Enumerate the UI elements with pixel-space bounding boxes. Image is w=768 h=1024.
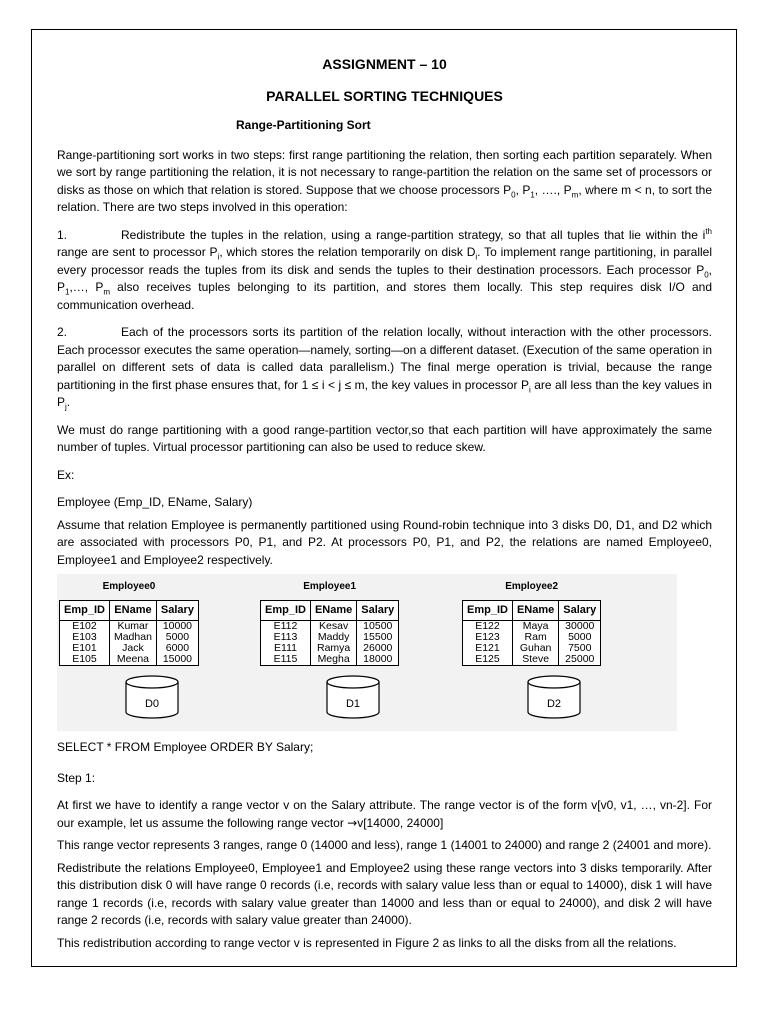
disk-label: D0	[144, 698, 160, 710]
step-label: Step 1:	[57, 770, 96, 785]
table-row: E113 Maddy 15500	[261, 632, 399, 643]
disk-label: D2	[546, 698, 562, 710]
topic-title: PARALLEL SORTING TECHNIQUES	[266, 87, 503, 104]
document-body	[57, 52, 712, 957]
column-header: Emp_ID	[261, 600, 311, 621]
step-one-paragraph: 1. Redistribute the tuples in the relation, using a range-partition strategy, so that all tuples that lie within the $i^{th}$ range are sent to processor $P_i$, which stores the relation temporarily on disk $D_i$. To implement range partitioning, in parallel every processor reads the tuples from its disk and sends the tuples to their destination processors. Each processor $P_0$, $P_1,\dots$, $P_m$ also receives tuples belonging to its partition, and stores them locally. This step requires disk I/O and communication overhead.	[57, 226, 712, 312]
employee-schema: Employee (Emp_ID, EName, Salary)	[57, 495, 253, 509]
section-heading: Range-Partitioning Sort	[236, 118, 371, 132]
employee1-block	[260, 578, 399, 666]
employee1-table	[260, 600, 399, 667]
table-row: E111 Ramya 26000	[261, 643, 399, 654]
figure-reference-paragraph: This redistribution according to range vector v is represented in Figure 2 as links to all the disks from all the relations.	[57, 935, 677, 950]
column-header: EName	[109, 600, 156, 621]
column-header: Salary	[357, 600, 399, 621]
column-header: Salary	[156, 600, 198, 621]
table-row: E125 Steve 25000	[463, 654, 601, 666]
employee2-block	[462, 578, 601, 666]
intro-paragraph: Range-partitioning sort works in two steps: first range partitioning the relation, then sorting each partition separately. When we sort by range partitioning the relation, it is not necessary to range-partition the relation on the same set of processors or disks as those on which that relation is stored. Suppose that we choose processors $P_0$, $P_1$, …., $P_m$, where m < n, to sort the relation. There are two steps involved in this operation:	[57, 147, 712, 214]
assumption-paragraph: Assume that relation Employee is permanently partitioned using Round-robin technique into 3 disks D0, D1, and D2 which are associated with processors P0, P1, and P2. At processors P0, P1, and P2, the relations are named Employee0, Employee1 and Employee2 respectively.	[57, 517, 712, 567]
arrow-icon: →	[347, 815, 358, 830]
table-row: E121 Guhan 7500	[463, 643, 601, 654]
column-header: Salary	[559, 600, 601, 621]
employee1-title: Employee1	[303, 581, 357, 592]
column-header: Emp_ID	[463, 600, 513, 621]
redistribution-paragraph: Redistribute the relations Employee0, Employee1 and Employee2 using these range vectors into 3 disks temporarily. After this distribution disk 0 will have range 0 records (i.e, records with salary value less than or equal to 14000), disk 1 will have range 1 records (i.e, records with salary value greater than 14000 and less than or equal to 24000), and disk 2 will have range 2 records (i.e, records with salary value greater than 24000).	[57, 860, 712, 927]
partition-figure	[57, 574, 677, 731]
employee0-title: Employee0	[102, 581, 156, 592]
table-row: E103 Madhan 5000	[60, 632, 199, 643]
table-row: E101 Jack 6000	[60, 643, 199, 654]
assignment-title: ASSIGNMENT – 10	[322, 56, 447, 72]
range-vector-definition: At first we have to identify a range vector v on the Salary attribute. The range vector is of the form v[v0, v1, …, vn-2]. For our example, let us assume the following range vector →v[14000, 24000]	[57, 798, 712, 830]
table-row: E112 Kesav 10500	[261, 621, 399, 633]
column-header: EName	[310, 600, 356, 621]
employee2-table	[462, 600, 601, 667]
disk-d2	[526, 674, 582, 720]
disk-label: D1	[345, 698, 361, 710]
table-row: E102 Kumar 10000	[60, 621, 199, 633]
ranges-paragraph: This range vector represents 3 ranges, range 0 (14000 and less), range 1 (14001 to 24000) and range 2 (24001 and more).	[57, 838, 712, 852]
employee0-table	[59, 600, 199, 667]
column-header: Emp_ID	[60, 600, 110, 621]
sql-query: SELECT * FROM Employee ORDER BY Salary;	[57, 740, 314, 754]
range-vector-paragraph: We must do range partitioning with a good range-partition vector,so that each partition will have approximately the same number of tuples. Virtual processor partitioning can also be used to reduce skew.	[57, 422, 712, 454]
disk-d1	[325, 674, 381, 720]
employee0-block	[59, 578, 199, 666]
example-label: Ex:	[57, 467, 75, 482]
step-two-paragraph: 2. Each of the processors sorts its partition of the relation locally, without interaction with the other processors. Each processor executes the same operation—namely, sorting—on a different dataset. (Execution of the same operation in parallel on different sets of data is called data parallelism.) The final merge operation is trivial, because the range partitioning in the first phase ensures that, for 1 ≤ i < j ≤ m, the key values in processor $P_i$ are all less than the key values in $P_j$.	[57, 325, 712, 412]
table-row: E122 Maya 30000	[463, 621, 601, 633]
employee2-title: Employee2	[505, 581, 559, 592]
column-header: EName	[512, 600, 558, 621]
table-row: E123 Ram 5000	[463, 632, 601, 643]
table-row: E105 Meena 15000	[60, 654, 199, 666]
table-row: E115 Megha 18000	[261, 654, 399, 666]
disk-d0	[124, 674, 180, 720]
